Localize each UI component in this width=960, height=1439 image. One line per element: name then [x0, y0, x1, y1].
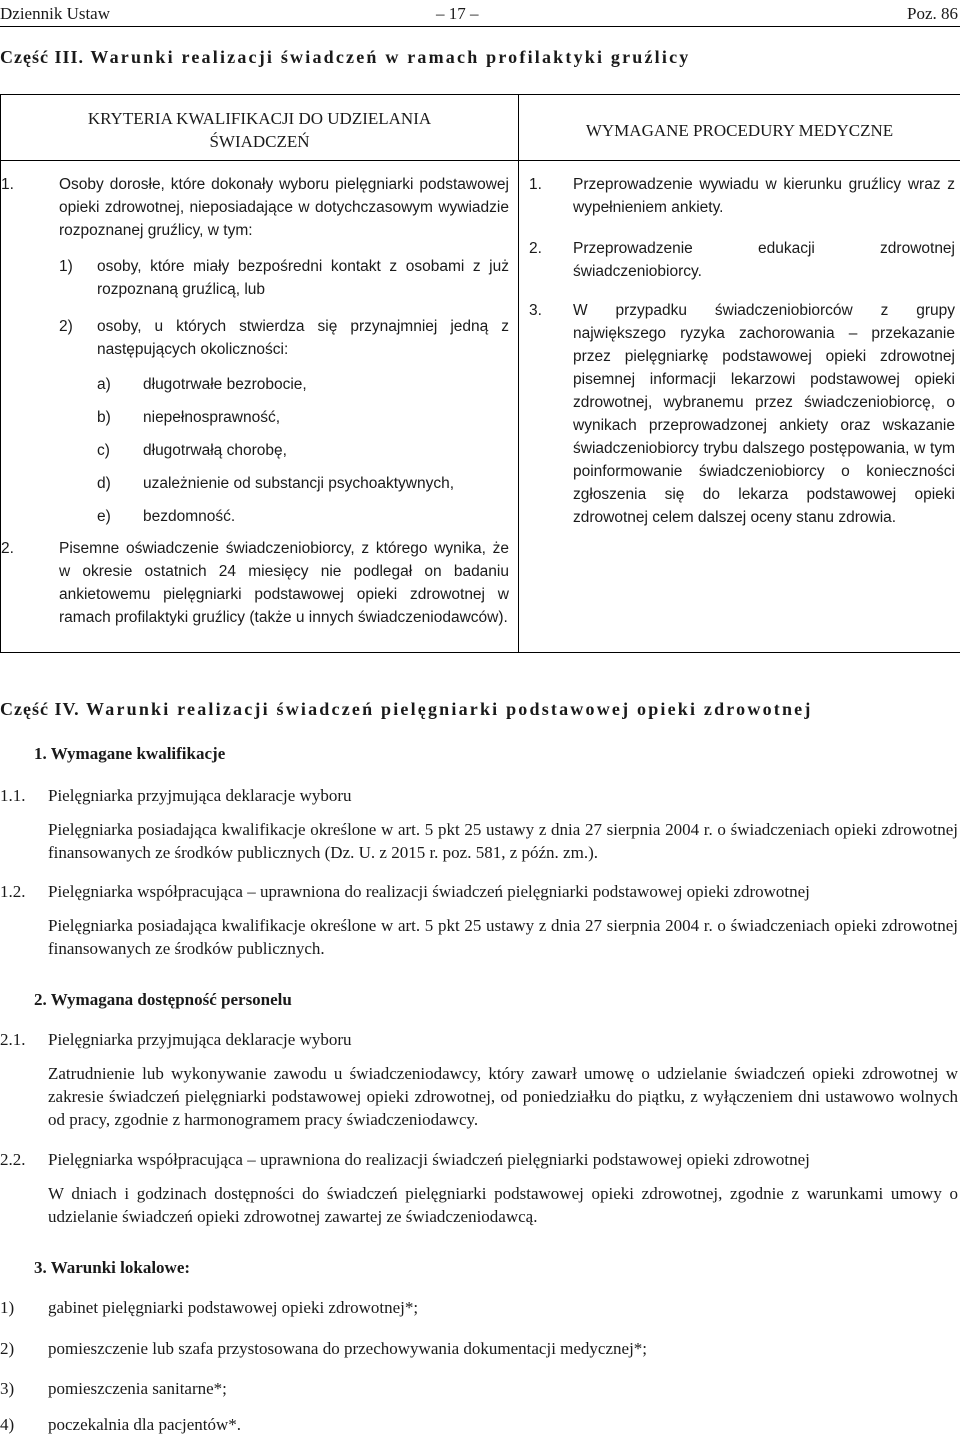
sub-1-number: 1): [59, 258, 73, 275]
section-2-heading: 2. Wymagana dostępność personelu: [34, 990, 292, 1009]
section-3-heading: 3. Warunki lokalowe:: [34, 1258, 191, 1277]
item-2-number: 2.: [1, 540, 14, 557]
section-1-2-text: Pielęgniarka posiadająca kwalifikacje określone w art. 5 pkt 25 ustawy z dnia 27 sierpnia 2004 r. o świadczeniach opieki zdrowotnej finansowanych ze środków publicznych.: [48, 916, 958, 958]
proc-1-number: 1.: [529, 176, 542, 193]
section-1-heading: 1. Wymagane kwalifikacje: [34, 744, 226, 763]
sub-c-text: długotrwałą chorobę,: [143, 442, 287, 459]
sub-a-text: długotrwałe bezrobocie,: [143, 376, 307, 393]
room-2-number: 2): [0, 1339, 15, 1358]
room-4-text: poczekalnia dla pacjentów*.: [48, 1415, 242, 1434]
section-1-2-title: Pielęgniarka współpracująca – uprawniona do realizacji świadczeń pielęgniarki podstawowej opieki zdrowotnej: [48, 882, 810, 901]
proc-1-text: Przeprowadzenie wywiadu w kierunku gruźlicy wraz z wypełnieniem ankiety.: [573, 176, 955, 216]
room-1-text: gabinet pielęgniarki podstawowej opieki zdrowotnej*;: [48, 1298, 419, 1317]
sub-e-number: e): [97, 508, 111, 525]
proc-3-text: W przypadku świadczeniobiorców z grupy największego ryzyka zachorowania – przekazanie przez pielęgniarkę podstawowej opieki zdrowotnej pisemnej informacji lekarzowi podstawowej opieki zdrowotnej, wybranemu przez świadczeniobiorcę, o wynikach przeprowadzonej ankiety oraz wskazanie świadczeniobiorcy trybu dalszego postępowania, w tym poinformowanie świadczeniobiorcy o konieczności zgłoszenia się do lekarza podstawowej opieki zdrowotnej celem dalszej oceny stanu zdrowia.: [573, 302, 955, 526]
sub-a-number: a): [97, 376, 111, 393]
section-1-1-text: Pielęgniarka posiadająca kwalifikacje określone w art. 5 pkt 25 ustawy z dnia 27 sierpnia 2004 r. o świadczeniach opieki zdrowotnej finansowanych ze środków publicznych (Dz. U. z 2015 r. poz. 581, z późn. zm.).: [48, 820, 958, 862]
page-number: – 17 –: [436, 4, 479, 23]
sub-d-text: uzależnienie od substancji psychoaktywnych,: [143, 475, 455, 492]
part-3-table: [0, 94, 960, 653]
proc-2-text: Przeprowadzenie edukacji zdrowotnej świadczeniobiorcy.: [573, 240, 955, 280]
sub-2-number: 2): [59, 318, 73, 335]
sub-c-number: c): [97, 442, 110, 459]
sub-e-text: bezdomność.: [143, 508, 236, 525]
page-header: [0, 0, 960, 27]
sub-2-text: osoby, u których stwierdza się przynajmniej jedną z następujących okoliczności:: [97, 318, 509, 358]
section-1-1-number: 1.1.: [0, 786, 26, 805]
part-3-title: Część III. Warunki realizacji świadczeń w ramach profilaktyki gruźlicy: [0, 47, 691, 67]
journal-name: Dziennik Ustaw: [0, 4, 111, 23]
item-1-text: Osoby dorosłe, które dokonały wyboru pielęgniarki podstawowej opieki zdrowotnej, nieposiadające w dotychczasowym wywiadzie rozpoznanej gruźlicy, w tym:: [59, 176, 509, 239]
proc-2-number: 2.: [529, 240, 542, 257]
section-2-2-title: Pielęgniarka współpracująca – uprawniona do realizacji świadczeń pielęgniarki podstawowej opieki zdrowotnej: [48, 1150, 810, 1169]
room-3-text: pomieszczenia sanitarne*;: [48, 1379, 227, 1398]
section-1-2-number: 1.2.: [0, 882, 26, 901]
item-1-number: 1.: [1, 176, 14, 193]
section-2-1-title: Pielęgniarka przyjmująca deklaracje wyboru: [48, 1030, 352, 1049]
sub-b-text: niepełnosprawność,: [143, 409, 281, 426]
section-2-2-number: 2.2.: [0, 1150, 26, 1169]
item-2-text: Pisemne oświadczenie świadczeniobiorcy, z którego wynika, że w okresie ostatnich 24 miesięcy nie podlegał on badaniu ankietowemu pielęgniarki podstawowej opieki zdrowotnej w ramach profilaktyki gruźlicy (także u innych świadczeniodawców).: [59, 540, 509, 626]
col-header-procedures: WYMAGANE PROCEDURY MEDYCZNE: [519, 95, 960, 161]
section-2-2-text: W dniach i godzinach dostępności do świadczeń pielęgniarki podstawowej opieki zdrowotnej, zgodnie z warunkami umowy o udzielanie świadczeń opieki zdrowotnej zawartej ze świadczeniodawcą.: [48, 1184, 958, 1226]
section-1-1-title: Pielęgniarka przyjmująca deklaracje wyboru: [48, 786, 352, 805]
room-2-text: pomieszczenie lub szafa przystosowana do przechowywania dokumentacji medycznej*;: [48, 1339, 648, 1358]
criteria-cell: [1, 161, 519, 653]
room-4-number: 4): [0, 1415, 15, 1434]
sub-1-text: osoby, które miały bezpośredni kontakt z osobami z już rozpoznaną gruźlicą, lub: [97, 258, 509, 298]
sub-b-number: b): [97, 409, 111, 426]
sub-d-number: d): [97, 475, 111, 492]
room-1-number: 1): [0, 1298, 15, 1317]
proc-3-number: 3.: [529, 302, 542, 319]
room-3-number: 3): [0, 1379, 15, 1398]
section-2-1-number: 2.1.: [0, 1030, 26, 1049]
procedures-cell: [519, 161, 960, 653]
part-4-title: Część IV. Warunki realizacji świadczeń pielęgniarki podstawowej opieki zdrowotnej: [0, 699, 813, 719]
col-header-criteria: KRYTERIA KWALIFIKACJI DO UDZIELANIA ŚWIADCZEŃ: [1, 95, 519, 161]
position-number: Poz. 86: [907, 4, 958, 23]
section-2-1-text: Zatrudnienie lub wykonywanie zawodu u świadczeniodawcy, który zawarł umowę o udzielanie świadczeń opieki zdrowotnej w zakresie świadczeń pielęgniarki podstawowej opieki zdrowotnej, od poniedziałku do piątku, z wyłączeniem dni ustawowo wolnych od pracy, zgodnie z harmonogramem pracy świadczeniodawcy.: [48, 1064, 958, 1129]
